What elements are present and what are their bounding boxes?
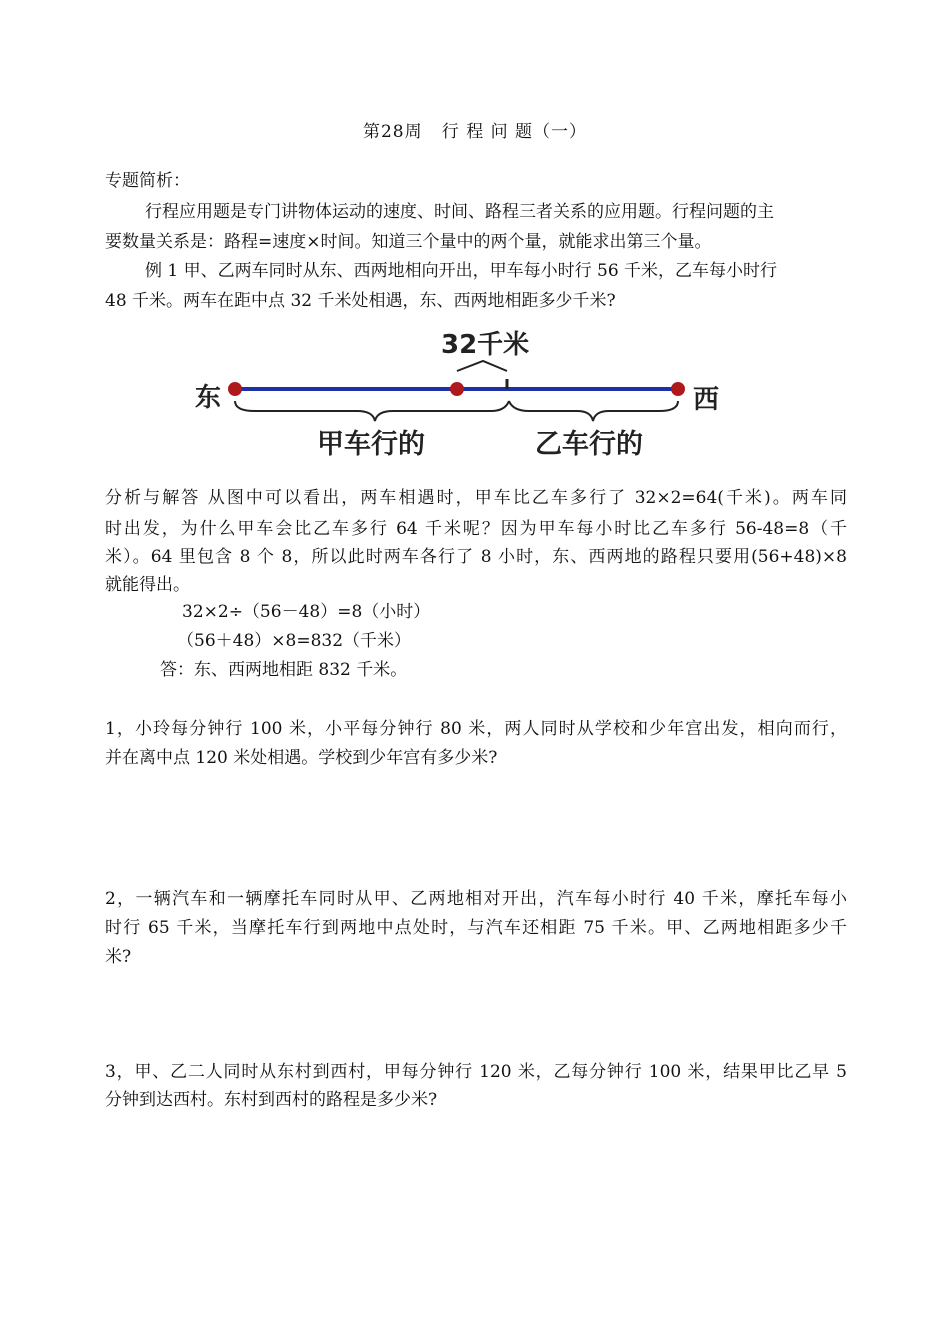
meeting-point — [450, 382, 464, 396]
west-point — [671, 382, 685, 396]
problem-2-line: 2，一辆汽车和一辆摩托车同时从甲、乙两地相对开出，汽车每小时行 40 千米，摩托车每小 — [105, 889, 847, 909]
problem-1-line: 1，小玲每分钟行 100 米，小平每分钟行 80 米，两人同时从学校和少年宫出发，相向而行， — [105, 719, 847, 739]
analysis-line: 时出发，为什么甲车会比乙车多行 64 千米呢？因为甲车每小时比乙车多行 56-48=8（千 — [105, 519, 847, 539]
yi-label: 乙车行的 — [535, 429, 643, 460]
problem-3-line: 分钟到达西村。东村到西村的路程是多少米? — [105, 1090, 438, 1110]
diagram-top-label: 32千米 — [441, 330, 530, 360]
problem-2-line: 米? — [105, 947, 132, 967]
calculation-line: 32×2÷（56－48）=8（小时） — [182, 602, 431, 622]
analysis-line: 米）。64 里包含 8 个 8，所以此时两车各行了 8 小时，东、西两地的路程只要用(56+48)×8 — [105, 547, 847, 567]
jia-label: 甲车行的 — [317, 429, 425, 460]
top-brace — [457, 361, 507, 371]
problem-3-line: 3，甲、乙二人同时从东村到西村，甲每分钟行 120 米，乙每分钟行 100 米，结果甲比乙早 5 — [105, 1062, 847, 1082]
problem-1-line: 并在离中点 120 米处相遇。学校到少年宫有多少米? — [105, 748, 498, 768]
analysis-line: 分析与解答 从图中可以看出，两车相遇时，甲车比乙车多行了 32×2=64(千米)。两车同 — [105, 488, 847, 508]
yi-brace — [509, 401, 678, 421]
answer-line: 答：东、西两地相距 832 千米。 — [160, 660, 408, 680]
calculation-line: （56＋48）×8=832（千米） — [177, 631, 412, 651]
east-point — [228, 382, 242, 396]
intro-heading: 专题简析： — [105, 171, 190, 191]
example-line: 例 1 甲、乙两车同时从东、西两地相向开出，甲车每小时行 56 千米，乙车每小时行 — [145, 261, 778, 281]
east-label: 东 — [195, 383, 222, 413]
jia-brace — [235, 401, 509, 421]
intro-paragraph-line: 要数量关系是：路程=速度×时间。知道三个量中的两个量，就能求出第三个量。 — [105, 232, 712, 252]
page-title: 第28周 行 程 问 题（一） — [362, 122, 588, 142]
west-label: 西 — [693, 385, 720, 415]
analysis-line: 就能得出。 — [105, 575, 190, 595]
example-line: 48 千米。两车在距中点 32 千米处相遇，东、西两地相距多少千米? — [105, 291, 616, 311]
intro-paragraph-line: 行程应用题是专门讲物体运动的速度、时间、路程三者关系的应用题。行程问题的主 — [145, 202, 774, 222]
meeting-diagram — [195, 325, 735, 465]
problem-2-line: 时行 65 千米，当摩托车行到两地中点处时，与汽车还相距 75 千米。甲、乙两地相距多少千 — [105, 918, 847, 938]
